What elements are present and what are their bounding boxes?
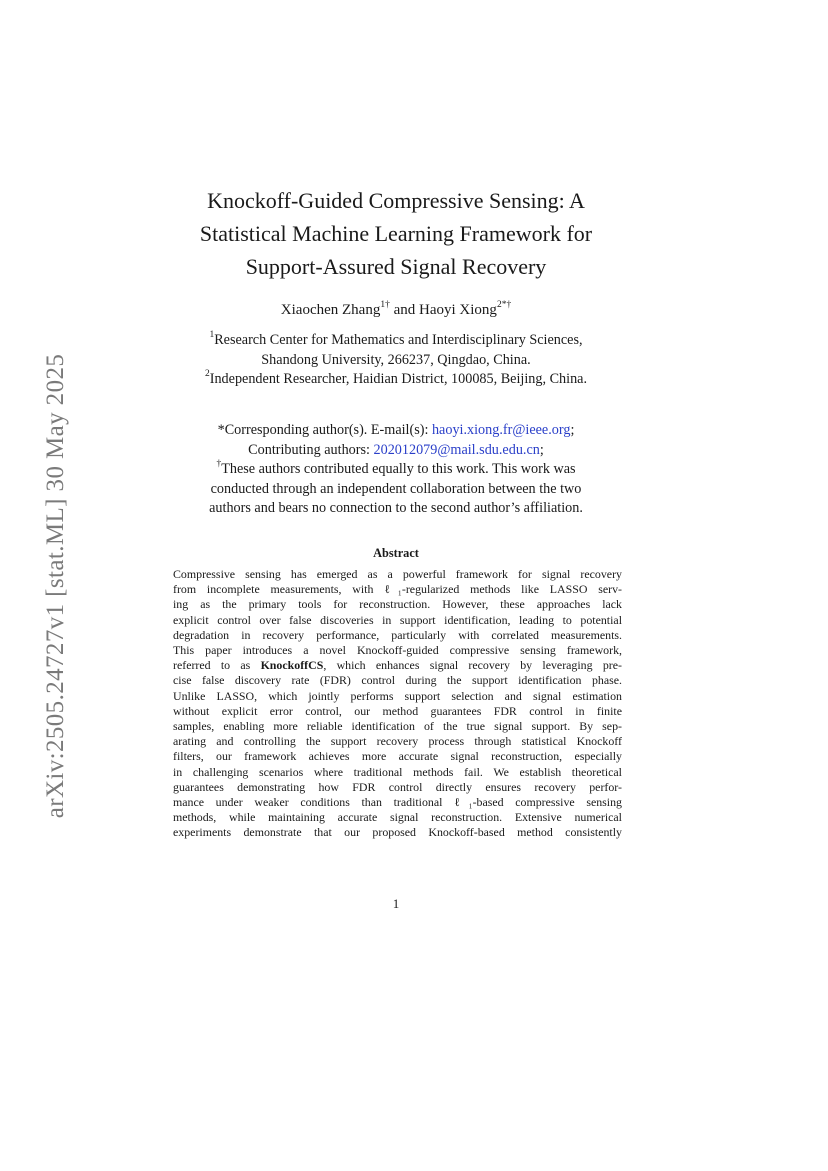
abstract-line: without explicit error control, our method guarantees FDR control in finite	[173, 703, 622, 718]
abstract-line: in challenging scenarios where traditional methods fail. We establish theoretical	[173, 764, 622, 779]
contributing-authors-line	[140, 441, 652, 461]
abstract-line: samples, enabling more reliable identification of the true signal support. By sep-	[173, 719, 622, 734]
corresponding-author-line	[140, 421, 652, 441]
abstract-line: arating and controlling the support recovery process through statistical Knockoff	[173, 734, 622, 749]
contributing-prefix: Contributing authors:	[248, 441, 374, 458]
abstract-line: explicit control over false discoveries in support identification, leading to potential	[173, 612, 622, 627]
abstract-line: methods, while maintaining accurate signal reconstruction. Extensive numerical	[173, 810, 622, 825]
author-name: Haoyi Xiong	[419, 302, 497, 318]
abstract-line: Compressive sensing has emerged as a powerful framework for signal recovery	[173, 567, 622, 581]
note-text-line: authors and bears no connection to the second author’s affiliation.	[209, 500, 583, 516]
note-text: These authors contributed equally to this work. This work was	[221, 461, 576, 477]
title-line: Statistical Machine Learning Framework for	[199, 221, 593, 246]
abstract-line: referred to as KnockoffCS, which enhances signal recovery by leveraging pre-	[173, 658, 622, 673]
abstract-line: filters, our framework achieves more accurate signal reconstruction, especially	[173, 749, 622, 764]
abstract-line: guarantees demonstrating how FDR control directly ensures recovery perfor-	[173, 779, 622, 794]
abstract-line: from incomplete measurements, with ℓ₁-regularized methods like LASSO serv-	[173, 582, 622, 597]
corresponding-prefix: *Corresponding author(s). E-mail(s):	[217, 422, 432, 438]
note-text-line: conducted through an independent collaboration between the two	[210, 480, 582, 497]
abstract-line: Unlike LASSO, which jointly performs support selection and signal estimation	[173, 688, 622, 703]
title-line: Knockoff-Guided Compressive Sensing: A	[207, 188, 585, 213]
affiliation-mark: 2	[204, 369, 210, 380]
abstract-line: experiments demonstrate that our proposed Knockoff-based method consistently	[173, 825, 622, 840]
affiliation-text: Research Center for Mathematics and Interdisciplinary Sciences,	[214, 332, 583, 348]
method-name: KnockoffCS	[260, 658, 324, 673]
punctuation: ;	[539, 441, 544, 458]
abstract-line: This paper introduces a novel Knockoff-guided compressive sensing framework,	[173, 643, 622, 658]
affiliation-text: Independent Researcher, Haidian District, 100085, Beijing, China.	[209, 371, 588, 387]
title-line: Support-Assured Signal Recovery	[245, 254, 547, 279]
abstract-line: ing as the primary tools for reconstruction. However, these approaches lack	[173, 597, 622, 612]
affiliation-mark: 1	[209, 330, 215, 341]
corresponding-email-link[interactable]: haoyi.xiong.fr@ieee.org	[431, 422, 571, 438]
dagger-mark: †	[216, 459, 222, 470]
equal-contribution-note	[140, 460, 652, 480]
author-joiner: and	[389, 302, 420, 318]
author-name: Xiaochen Zhang	[280, 302, 381, 318]
affiliation-1-continued: Shandong University, 266237, Qingdao, China.	[261, 351, 531, 368]
affiliation-1	[140, 331, 652, 351]
abstract-body	[173, 567, 622, 841]
abstract-line: degradation in recovery performance, particularly with correlated measurements.	[173, 627, 622, 642]
contact-info	[140, 421, 652, 519]
abstract-line: cise false discovery rate (FDR) control during the support identification phase.	[173, 673, 622, 688]
abstract-heading: Abstract	[373, 546, 419, 560]
contributing-email-link[interactable]: 202012079@mail.sdu.edu.cn	[373, 441, 540, 458]
author-affiliation-mark: 2*†	[496, 300, 512, 310]
paper-title	[140, 184, 652, 283]
author-affiliation-mark: 1†	[380, 300, 390, 310]
page-number: 1	[392, 896, 400, 911]
abstract-line: mance under weaker conditions than traditional ℓ₁-based compressive sensing	[173, 795, 622, 810]
arxiv-identifier-stamp: arXiv:2505.24727v1 [stat.ML] 30 May 2025	[42, 353, 69, 819]
punctuation: ;	[570, 422, 575, 438]
author-list	[140, 300, 652, 320]
affiliation-2	[140, 370, 652, 390]
affiliations	[140, 331, 652, 390]
